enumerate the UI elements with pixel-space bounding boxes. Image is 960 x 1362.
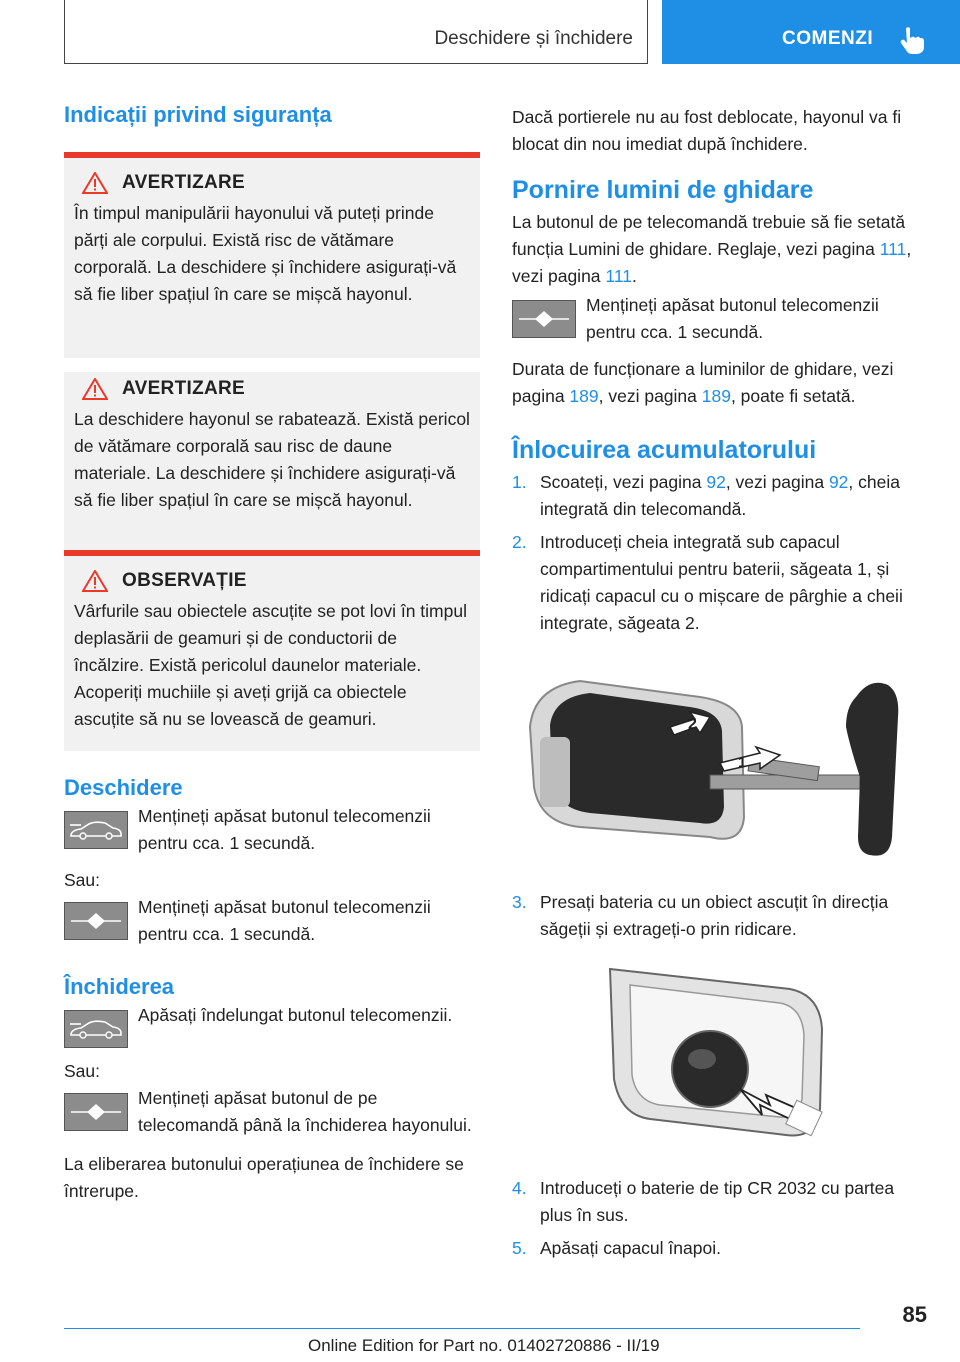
warning-text: În timpul manipulării hayonului vă puteți prinde părți ale corpului. Există risc de vătămare corporală. La deschidere și închidere asigurați-vă să fie liber spațiul în care se mișcă hayonul. — [74, 203, 457, 304]
header-frame — [64, 0, 648, 64]
page-number: 85 — [902, 1302, 927, 1327]
open-button-text-1: Mențineți apăsat butonul telecomenzii pentru cca. 1 secundă. — [138, 806, 431, 853]
step-item — [512, 889, 928, 943]
warning-title: OBSERVAȚIE — [122, 570, 247, 591]
close-button-text-1: Apăsați îndelungat butonul telecomenzii. — [138, 1005, 453, 1025]
unlock-diamond-icon — [515, 304, 573, 334]
warning-text: Vârfurile sau obiectele ascuțite se pot lovi în timpul deplasării de geamuri și de conductorii de încălzire. Există pericolul daunelor materiale. Acoperiți muchiile și aveți grijă ca obiectele ascuțite să nu se lovească de geamuri. — [74, 601, 467, 729]
lights-heading: Pornire lumini de ghidare — [512, 176, 814, 204]
warning-box-1 — [64, 152, 480, 326]
step-item — [512, 469, 928, 523]
arrow-label-2: 2 — [688, 716, 697, 733]
step-item — [512, 1175, 928, 1229]
page-link[interactable]: 189 — [569, 386, 599, 406]
page-link[interactable]: 111 — [605, 266, 633, 286]
section-tab[interactable] — [662, 0, 960, 64]
step-number: 2. — [512, 532, 527, 552]
car-tailgate-icon — [67, 1014, 125, 1044]
page-link[interactable]: 189 — [701, 386, 731, 406]
step-text: Scoateți, vezi pagina 92, vezi pagina 92, cheia integrată din telecomandă. — [540, 472, 900, 519]
step-text: Introduceți o baterie de tip CR 2032 cu partea plus în sus. — [540, 1178, 895, 1225]
close-button-row-2 — [64, 1085, 480, 1139]
arrow-label-1: 1 — [738, 754, 747, 771]
step-text: Introduceți cheia integrată sub capacul compartimentului pentru baterii, săgeata 1, și ridicați capacul cu o mișcare de pârghie a cheii integrate, săgeata 2. — [540, 532, 903, 633]
remote-unlock-button — [64, 902, 128, 940]
remote-unlock-button — [512, 300, 576, 338]
warning-triangle-icon — [82, 172, 108, 194]
step-number: 4. — [512, 1178, 527, 1198]
unlock-diamond-icon — [67, 1097, 125, 1127]
warning-box-2 — [64, 372, 480, 532]
battery-heading: Înlocuirea acumulatorului — [512, 436, 817, 464]
close-button-row-1 — [64, 1002, 480, 1048]
open-button-row-2 — [64, 894, 480, 948]
warning-triangle-icon — [82, 570, 108, 592]
remote-tailgate-button — [64, 811, 128, 849]
remote-unlock-button — [64, 1093, 128, 1131]
step-number: 5. — [512, 1238, 527, 1258]
page-link[interactable]: 111 — [879, 239, 907, 259]
step-number: 3. — [512, 892, 527, 912]
or-text-1: Sau: — [64, 870, 100, 890]
right-column — [512, 104, 928, 1262]
hand-pointer-icon — [898, 26, 926, 54]
battery-compartment-figure-2 — [590, 959, 850, 1149]
step-item — [512, 529, 928, 637]
open-button-row-1 — [64, 803, 480, 857]
left-column — [64, 102, 480, 1205]
warning-title: AVERTIZARE — [122, 172, 245, 193]
close-heading: Închiderea — [64, 974, 175, 999]
page-link[interactable]: 92 — [706, 472, 726, 492]
section-tab-label: COMENZI — [782, 28, 874, 49]
remote-tailgate-button — [64, 1010, 128, 1048]
footer-divider — [64, 1328, 860, 1329]
step-number: 1. — [512, 472, 527, 492]
key-fob-figure-1 — [520, 667, 920, 867]
page-link[interactable]: 92 — [828, 472, 849, 492]
step-text: Apăsați capacul înapoi. — [540, 1238, 721, 1258]
car-tailgate-icon — [67, 815, 125, 845]
lights-text: La butonul de pe telecomandă trebuie să fie setată funcția Lumini de ghidare. Reglaje, vezi pagina 111, vezi pagina 111. — [512, 212, 912, 286]
step-text: Presați bateria cu un obiect ascuțit în direcția săgeții și extrageți-o prin ridicare. — [540, 892, 889, 939]
open-button-text-2: Mențineți apăsat butonul telecomenzii pentru cca. 1 secundă. — [138, 897, 431, 944]
warning-title: AVERTIZARE — [122, 378, 245, 399]
safety-heading: Indicații privind siguranța — [64, 102, 332, 127]
warning-triangle-icon — [82, 378, 108, 400]
footer-edition: Online Edition for Part no. 01402720886 - II/19 — [308, 1336, 660, 1355]
close-note: La eliberarea butonului operațiunea de închidere se întrerupe. — [64, 1154, 464, 1201]
close-button-text-2: Mențineți apăsat butonul de pe telecomandă până la închiderea hayonului. — [138, 1088, 472, 1135]
duration-text: Durata de funcționare a luminilor de ghidare, vezi pagina 189, vezi pagina 189, poate fi setată. — [512, 359, 894, 406]
intro-text: Dacă portierele nu au fost deblocate, hayonul va fi blocat din nou imediat după închidere. — [512, 107, 902, 154]
warning-box-3 — [64, 550, 480, 751]
step-item — [512, 1235, 928, 1262]
chapter-title: Deschidere și închidere — [434, 28, 633, 49]
unlock-diamond-icon — [67, 906, 125, 936]
or-text-2: Sau: — [64, 1061, 100, 1081]
lights-button-row — [512, 292, 928, 346]
lights-button-text: Mențineți apăsat butonul telecomenzii pentru cca. 1 secundă. — [586, 295, 879, 342]
warning-text: La deschidere hayonul se rabatează. Există pericol de vătămare corporală sau risc de daune materiale. La deschidere și închidere asigurați-vă să fie liber spațiul în care se mișcă hayonul. — [74, 409, 470, 510]
open-heading: Deschidere — [64, 775, 183, 800]
